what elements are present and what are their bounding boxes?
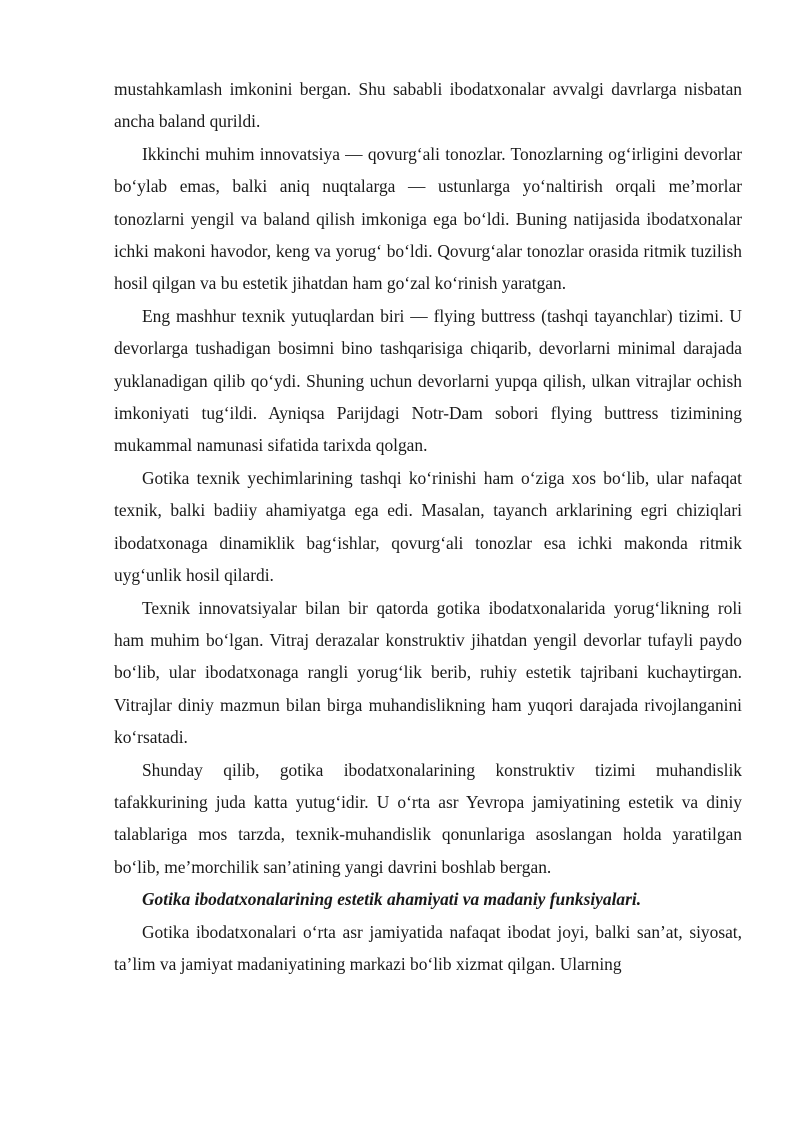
paragraph-flying-buttress: Eng mashhur texnik yutuqlardan biri — flying buttress (tashqi tayanchlar) tizimi. U devorlarga tushadigan bosimni bino tashqarisiga chiqarib, devorlarni minimal darajada yuklanadigan qilib qo‘ydi. Shuning uchun devorlarni yupqa qilish, ulkan vitrajlar ochish imkoniyati tug‘ildi. Ayniqsa Parijdagi Notr-Dam sobori flying buttress tizimining mukammal namunasi sifatida tarixda qolgan.	[114, 305, 742, 456]
paragraph-ribbed-vaults: Ikkinchi muhim innovatsiya — qovurg‘ali tonozlar. Tonozlarning og‘irligini devorlar bo‘ylab emas, balki aniq nuqtalarga — ustunlarga yo‘naltirish orqali me’morlar tonozlarni yengil va baland qilish imkoniga ega bo‘ldi. Buning natijasida ibodatxonalar ichki makoni havodor, keng va yorug‘ bo‘ldi. Qovurg‘alar tonozlar orasida ritmik tuzilish hosil qilgan va bu estetik jihatdan ham go‘zal ko‘rinish yaratgan.	[114, 143, 742, 294]
document-page	[114, 73, 742, 980]
paragraph-cultural-functions: Gotika ibodatxonalari o‘rta asr jamiyatida nafaqat ibodat joyi, balki san’at, siyosat, ta’lim va jamiyat madaniyatining markazi bo‘lib xizmat qilgan. Ularning	[114, 921, 742, 974]
paragraph-conclusion: Shunday qilib, gotika ibodatxonalarining konstruktiv tizimi muhandislik tafakkurining juda katta yutug‘idir. U o‘rta asr Yevropa jamiyatining estetik va diniy talablariga mos tarzda, texnik-muhandislik qonunlariga asoslangan holda yaratilgan bo‘lib, me’morchilik san’atining yangi davrini boshlab bergan.	[114, 759, 742, 877]
paragraph-technical-appearance: Gotika texnik yechimlarining tashqi ko‘rinishi ham o‘ziga xos bo‘lib, ular nafaqat texnik, balki badiiy ahamiyatga ega edi. Masalan, tayanch arklarining egri chiziqlari ibodatxonaga dinamiklik bag‘ishlar, qovurg‘ali tonozlar esa ichki makonda ritmik uyg‘unlik hosil qilardi.	[114, 467, 742, 586]
paragraph-light-and-stained-glass: Texnik innovatsiyalar bilan bir qatorda gotika ibodatxonalarida yorug‘likning roli ham muhim bo‘lgan. Vitraj derazalar konstruktiv jihatdan yengil devorlar tufayli paydo bo‘lib, ular ibodatxonaga rangli yorug‘lik berib, ruhiy estetik tajribani kuchaytirgan. Vitrajlar diniy mazmun bilan birga muhandislikning ham yuqori darajada rivojlanganini ko‘rsatadi.	[114, 597, 742, 748]
section-heading: Gotika ibodatxonalarining estetik ahamiyati va madaniy funksiyalari.	[142, 889, 642, 910]
paragraph-continuation: mustahkamlash imkonini bergan. Shu sababli ibodatxonalar avvalgi davrlarga nisbatan ancha baland qurildi.	[114, 79, 742, 132]
